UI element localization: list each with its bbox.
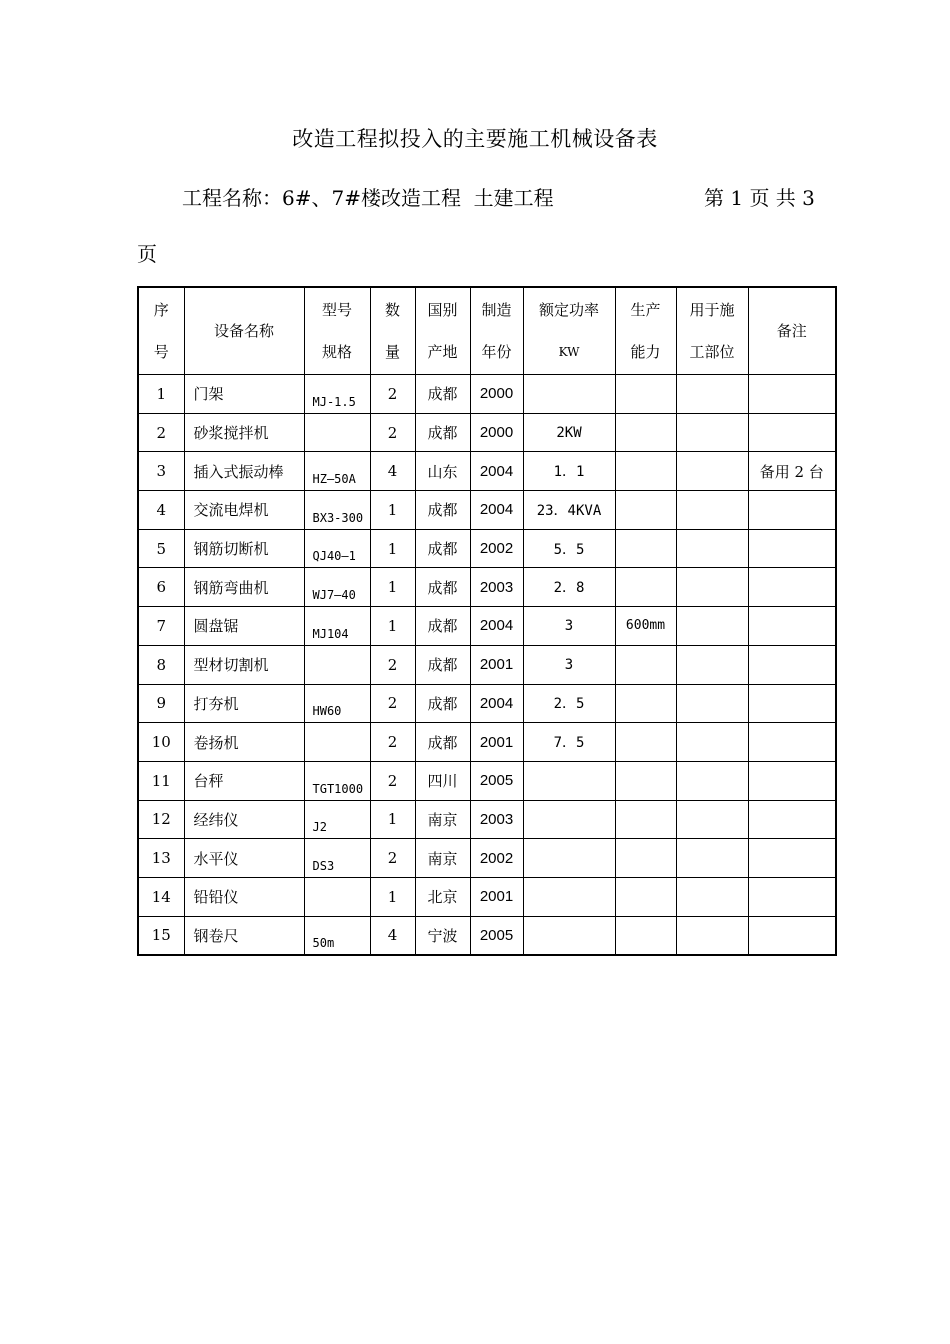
cell-year: 2001	[470, 645, 523, 684]
cell-year: 2004	[470, 491, 523, 530]
cell-usage	[676, 645, 748, 684]
cell-qty: 4	[370, 916, 415, 955]
cell-year: 2003	[470, 800, 523, 839]
table-row	[138, 761, 836, 800]
cell-power	[523, 375, 615, 414]
cell-year: 2003	[470, 568, 523, 607]
cell-power: 2．5	[523, 684, 615, 723]
table-row	[138, 800, 836, 839]
cell-remark	[748, 375, 836, 414]
cell-seq: 5	[138, 529, 184, 568]
cell-remark	[748, 761, 836, 800]
cell-year: 2005	[470, 916, 523, 955]
document-title: 改造工程拟投入的主要施工机械设备表	[292, 127, 658, 151]
cell-usage	[676, 877, 748, 916]
table-row	[138, 839, 836, 878]
cell-capacity	[615, 916, 676, 955]
cell-usage	[676, 839, 748, 878]
cell-origin: 成都	[415, 375, 470, 414]
table-row	[138, 684, 836, 723]
cell-capacity	[615, 491, 676, 530]
table-row	[138, 607, 836, 646]
cell-usage	[676, 761, 748, 800]
cell-usage	[676, 607, 748, 646]
project-name: 6#、7#楼改造工程 土建工程	[282, 186, 554, 210]
cell-usage	[676, 723, 748, 762]
cell-power: 3	[523, 645, 615, 684]
cell-model: MJ104	[304, 607, 370, 646]
cell-name: 钢卷尺	[184, 916, 304, 955]
cell-seq: 14	[138, 877, 184, 916]
table-row	[138, 568, 836, 607]
cell-remark	[748, 916, 836, 955]
cell-capacity	[615, 684, 676, 723]
header-row	[138, 287, 836, 375]
header-name: 设备名称	[184, 287, 304, 375]
cell-usage	[676, 684, 748, 723]
cell-power: 3	[523, 607, 615, 646]
cell-seq: 9	[138, 684, 184, 723]
table-row	[138, 375, 836, 414]
cell-model: MJ-1.5	[304, 375, 370, 414]
cell-name: 圆盘锯	[184, 607, 304, 646]
cell-origin: 成都	[415, 568, 470, 607]
cell-year: 2001	[470, 877, 523, 916]
cell-year: 2004	[470, 607, 523, 646]
header-year: 制造 年份	[470, 287, 523, 375]
cell-remark	[748, 877, 836, 916]
cell-origin: 成都	[415, 529, 470, 568]
cell-model: TGT1000	[304, 761, 370, 800]
cell-remark	[748, 413, 836, 452]
cell-name: 台秤	[184, 761, 304, 800]
cell-usage	[676, 491, 748, 530]
equipment-table	[137, 286, 837, 956]
header-remark: 备注	[748, 287, 836, 375]
cell-origin: 山东	[415, 452, 470, 491]
cell-remark	[748, 723, 836, 762]
cell-power: 2KW	[523, 413, 615, 452]
cell-usage	[676, 529, 748, 568]
cell-name: 插入式振动棒	[184, 452, 304, 491]
cell-power	[523, 761, 615, 800]
cell-capacity	[615, 761, 676, 800]
cell-year: 2005	[470, 761, 523, 800]
cell-origin: 成都	[415, 684, 470, 723]
cell-capacity	[615, 375, 676, 414]
cell-seq: 13	[138, 839, 184, 878]
cell-qty: 2	[370, 761, 415, 800]
cell-remark	[748, 645, 836, 684]
cell-name: 交流电焊机	[184, 491, 304, 530]
cell-year: 2000	[470, 413, 523, 452]
cell-qty: 1	[370, 607, 415, 646]
table-row	[138, 452, 836, 491]
cell-model: DS3	[304, 839, 370, 878]
cell-model: WJ7—40	[304, 568, 370, 607]
cell-power	[523, 877, 615, 916]
cell-remark	[748, 491, 836, 530]
cell-power: 23．4KVA	[523, 491, 615, 530]
cell-seq: 12	[138, 800, 184, 839]
cell-usage	[676, 568, 748, 607]
cell-power: 5．5	[523, 529, 615, 568]
cell-qty: 2	[370, 413, 415, 452]
page-info: 第 1 页 共 3	[704, 186, 815, 210]
cell-remark	[748, 607, 836, 646]
cell-model: QJ40—1	[304, 529, 370, 568]
cell-remark	[748, 529, 836, 568]
cell-year: 2004	[470, 684, 523, 723]
cell-seq: 10	[138, 723, 184, 762]
cell-year: 2001	[470, 723, 523, 762]
cell-model	[304, 413, 370, 452]
cell-origin: 四川	[415, 761, 470, 800]
cell-capacity: 600mm	[615, 607, 676, 646]
table-row	[138, 723, 836, 762]
cell-remark: 备用 2 台	[748, 452, 836, 491]
cell-name: 铅铅仪	[184, 877, 304, 916]
cell-seq: 11	[138, 761, 184, 800]
cell-usage	[676, 452, 748, 491]
table-row	[138, 529, 836, 568]
cell-power	[523, 839, 615, 878]
cell-origin: 南京	[415, 839, 470, 878]
cell-model: J2	[304, 800, 370, 839]
header-power: 额定功率 KW	[523, 287, 615, 375]
header-model: 型号 规格	[304, 287, 370, 375]
cell-year: 2000	[470, 375, 523, 414]
cell-remark	[748, 684, 836, 723]
cell-model	[304, 723, 370, 762]
cell-remark	[748, 839, 836, 878]
cell-capacity	[615, 839, 676, 878]
cell-qty: 1	[370, 800, 415, 839]
cell-model: HZ—50A	[304, 452, 370, 491]
cell-year: 2004	[470, 452, 523, 491]
cell-name: 水平仪	[184, 839, 304, 878]
cell-capacity	[615, 529, 676, 568]
table-row	[138, 413, 836, 452]
cell-usage	[676, 800, 748, 839]
cell-qty: 2	[370, 375, 415, 414]
cell-capacity	[615, 568, 676, 607]
cell-name: 砂浆搅拌机	[184, 413, 304, 452]
cell-name: 打夯机	[184, 684, 304, 723]
cell-capacity	[615, 877, 676, 916]
table-row	[138, 877, 836, 916]
cell-year: 2002	[470, 529, 523, 568]
cell-capacity	[615, 413, 676, 452]
cell-name: 型材切割机	[184, 645, 304, 684]
cell-origin: 成都	[415, 607, 470, 646]
header-usage: 用于施 工部位	[676, 287, 748, 375]
header-capacity: 生产 能力	[615, 287, 676, 375]
cell-name: 卷扬机	[184, 723, 304, 762]
header-origin: 国别 产地	[415, 287, 470, 375]
header-qty: 数 量	[370, 287, 415, 375]
table-row	[138, 916, 836, 955]
cell-power: 2．8	[523, 568, 615, 607]
cell-usage	[676, 375, 748, 414]
cell-origin: 南京	[415, 800, 470, 839]
table-row	[138, 491, 836, 530]
cell-seq: 3	[138, 452, 184, 491]
cell-capacity	[615, 452, 676, 491]
cell-qty: 1	[370, 568, 415, 607]
project-label: 工程名称：	[182, 186, 282, 210]
cell-capacity	[615, 645, 676, 684]
cell-origin: 成都	[415, 723, 470, 762]
cell-power: 7．5	[523, 723, 615, 762]
cell-power: 1．1	[523, 452, 615, 491]
table-row	[138, 645, 836, 684]
header-seq: 序 号	[138, 287, 184, 375]
cell-qty: 2	[370, 723, 415, 762]
cell-model	[304, 877, 370, 916]
cell-name: 门架	[184, 375, 304, 414]
cell-qty: 2	[370, 839, 415, 878]
cell-year: 2002	[470, 839, 523, 878]
cell-seq: 2	[138, 413, 184, 452]
cell-seq: 15	[138, 916, 184, 955]
cell-seq: 6	[138, 568, 184, 607]
cell-model: BX3-300	[304, 491, 370, 530]
cell-power	[523, 916, 615, 955]
cell-seq: 8	[138, 645, 184, 684]
cell-capacity	[615, 723, 676, 762]
cell-name: 经纬仪	[184, 800, 304, 839]
cell-name: 钢筋切断机	[184, 529, 304, 568]
cell-seq: 7	[138, 607, 184, 646]
cell-capacity	[615, 800, 676, 839]
page-info-wrap: 页	[137, 242, 157, 266]
cell-model: 50m	[304, 916, 370, 955]
cell-origin: 成都	[415, 491, 470, 530]
cell-remark	[748, 800, 836, 839]
cell-name: 钢筋弯曲机	[184, 568, 304, 607]
cell-qty: 4	[370, 452, 415, 491]
cell-model: HW60	[304, 684, 370, 723]
cell-usage	[676, 916, 748, 955]
cell-qty: 1	[370, 529, 415, 568]
project-line	[182, 182, 554, 211]
cell-seq: 1	[138, 375, 184, 414]
cell-qty: 1	[370, 491, 415, 530]
cell-power	[523, 800, 615, 839]
cell-origin: 成都	[415, 413, 470, 452]
cell-usage	[676, 413, 748, 452]
cell-qty: 2	[370, 684, 415, 723]
cell-origin: 成都	[415, 645, 470, 684]
cell-seq: 4	[138, 491, 184, 530]
cell-qty: 1	[370, 877, 415, 916]
cell-qty: 2	[370, 645, 415, 684]
cell-model	[304, 645, 370, 684]
cell-remark	[748, 568, 836, 607]
cell-origin: 北京	[415, 877, 470, 916]
cell-origin: 宁波	[415, 916, 470, 955]
